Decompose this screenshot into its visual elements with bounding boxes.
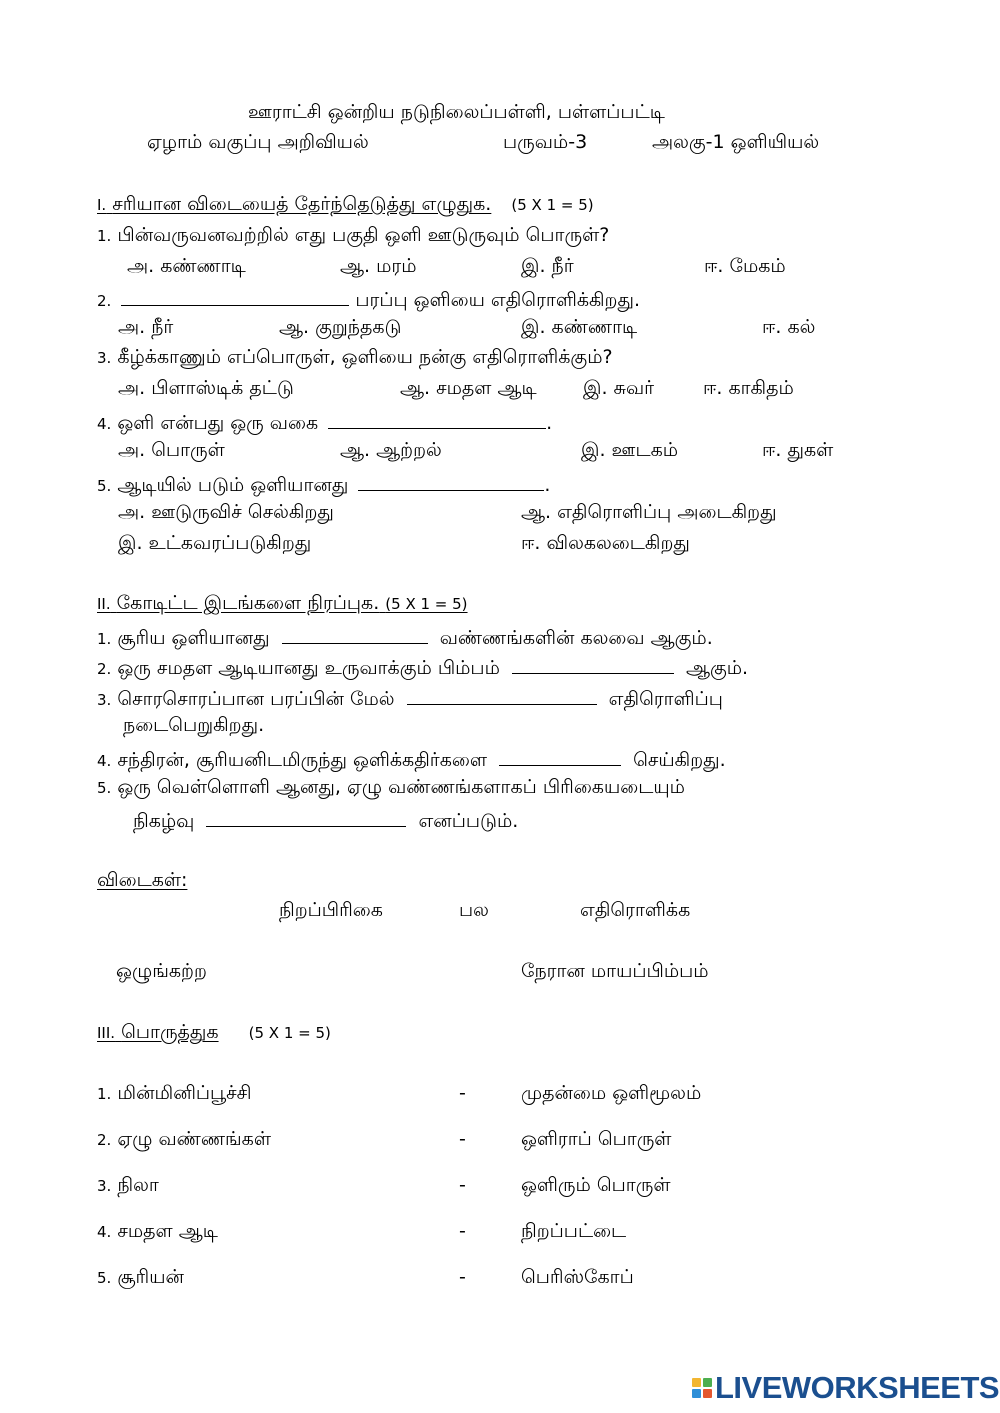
match-right-item[interactable]: முதன்மை ஒளிமூலம் xyxy=(521,1082,702,1104)
section3-marks: (5 X 1 = 5) xyxy=(248,1024,331,1042)
class-subject: ஏழாம் வகுப்பு அறிவியல் xyxy=(147,131,369,153)
section1-marks: (5 X 1 = 5) xyxy=(511,196,594,214)
logo-text: LIVEWORKSHEETS xyxy=(715,1370,1000,1405)
school-name: ஊராட்சி ஒன்றிய நடுநிலைப்பள்ளி, பள்ளப்பட்டி xyxy=(248,101,665,123)
answer-blank[interactable] xyxy=(282,625,428,644)
s1-q1: 1. பின்வருவனவற்றில் எது பகுதி ஒளி ஊடுருவும் பொருள்? xyxy=(97,224,610,246)
section2-heading xyxy=(97,594,468,613)
s1-q2-opt-d: ஈ. கல் xyxy=(762,316,816,338)
match-right-item[interactable]: பெரிஸ்கோப் xyxy=(521,1266,634,1288)
s1-q3-opt-a: அ. பிளாஸ்டிக் தட்டு xyxy=(118,377,294,399)
liveworksheets-logo xyxy=(692,1370,1000,1405)
s1-q2: 2. பரப்பு ஒளியை எதிரொளிக்கிறது. xyxy=(97,289,641,311)
s1-q1-opt-b: ஆ. மரம் xyxy=(340,255,417,277)
match-dash: - xyxy=(459,1220,466,1242)
logo-square xyxy=(703,1378,712,1387)
match-left-item[interactable]: 5. சூரியன் xyxy=(97,1266,184,1288)
s1-q1-opt-d: ஈ. மேகம் xyxy=(704,255,786,277)
s2-q3: 3. சொரசொரப்பான பரப்பின் மேல் எதிரொளிப்பு xyxy=(97,688,723,710)
s1-q2-opt-b: ஆ. குறுந்தகடு xyxy=(279,316,402,338)
s2-q1: 1. சூரிய ஒளியானது வண்ணங்களின் கலவை ஆகும். xyxy=(97,627,713,649)
match-right-item[interactable]: நிறப்பட்டை xyxy=(521,1220,627,1242)
section1-title: I. சரியான விடையைத் தேர்ந்தெடுத்து எழுதுக. xyxy=(97,193,492,215)
answer-word[interactable]: எதிரொளிக்க xyxy=(580,899,691,921)
section1-heading xyxy=(97,195,594,214)
answer-blank[interactable] xyxy=(358,472,544,491)
section2-title: II. கோடிட்ட இடங்களை நிரப்புக. (5 X 1 = 5) xyxy=(97,592,468,614)
section3-heading xyxy=(97,1023,331,1042)
s1-q1-opt-a: அ. கண்ணாடி xyxy=(127,255,246,277)
unit: அலகு-1 ஒளியியல் xyxy=(652,131,820,153)
match-left-item[interactable]: 3. நிலா xyxy=(97,1174,159,1196)
s1-q5-opt-a: அ. ஊடுருவிச் செல்கிறது xyxy=(118,501,334,523)
match-right-item[interactable]: ஒளிரும் பொருள் xyxy=(521,1174,671,1196)
section3-title: III. பொருத்துக xyxy=(97,1021,219,1043)
answers-title: விடைகள்: xyxy=(97,869,188,891)
match-dash: - xyxy=(459,1174,466,1196)
logo-square xyxy=(692,1389,701,1398)
answer-blank[interactable] xyxy=(499,747,621,766)
s1-q4-opt-a: அ. பொருள் xyxy=(118,439,225,461)
s1-q4: 4. ஒளி என்பது ஒரு வகை . xyxy=(97,412,553,434)
term: பருவம்-3 xyxy=(503,131,588,153)
s1-q5: 5. ஆடியில் படும் ஒளியானது . xyxy=(97,474,551,496)
answer-blank[interactable] xyxy=(407,686,597,705)
s1-q2-opt-a: அ. நீர் xyxy=(118,316,174,338)
s1-q5-opt-c: இ. உட்கவரப்படுகிறது xyxy=(118,532,312,554)
match-right-item[interactable]: ஒளிராப் பொருள் xyxy=(521,1128,672,1150)
match-dash: - xyxy=(459,1128,466,1150)
answer-blank[interactable] xyxy=(206,808,406,827)
s1-q4-opt-b: ஆ. ஆற்றல் xyxy=(340,439,442,461)
answer-word[interactable]: நேரான மாயப்பிம்பம் xyxy=(521,960,709,982)
answer-blank[interactable] xyxy=(328,410,546,429)
s1-q4-opt-c: இ. ஊடகம் xyxy=(581,439,679,461)
match-left-item[interactable]: 2. ஏழு வண்ணங்கள் xyxy=(97,1128,271,1150)
logo-icon xyxy=(692,1378,712,1398)
match-dash: - xyxy=(459,1082,466,1104)
answer-blank[interactable] xyxy=(512,655,674,674)
s2-q4: 4. சந்திரன், சூரியனிடமிருந்து ஒளிக்கதிர்களை செய்கிறது. xyxy=(97,749,726,771)
s2-q3-cont: நடைபெறுகிறது. xyxy=(123,714,265,736)
s1-q4-opt-d: ஈ. துகள் xyxy=(762,439,834,461)
s1-q5-opt-b: ஆ. எதிரொளிப்பு அடைகிறது xyxy=(521,501,777,523)
match-dash: - xyxy=(459,1266,466,1288)
s1-q1-opt-c: இ. நீர் xyxy=(521,255,574,277)
s1-q3: 3. கீழ்க்காணும் எப்பொருள், ஒளியை நன்கு எதிரொளிக்கும்? xyxy=(97,346,613,368)
s1-q3-opt-d: ஈ. காகிதம் xyxy=(703,377,794,399)
answer-word[interactable]: பல xyxy=(459,899,489,921)
match-left-item[interactable]: 1. மின்மினிப்பூச்சி xyxy=(97,1082,252,1104)
s1-q3-opt-c: இ. சுவர் xyxy=(583,377,655,399)
answer-word[interactable]: ஒழுங்கற்ற xyxy=(116,960,207,982)
s2-q2: 2. ஒரு சமதள ஆடியானது உருவாக்கும் பிம்பம் ஆகும். xyxy=(97,657,749,679)
s1-q3-opt-b: ஆ. சமதள ஆடி xyxy=(400,377,537,399)
logo-square xyxy=(692,1378,701,1387)
answer-blank[interactable] xyxy=(121,287,349,306)
s1-q2-opt-c: இ. கண்ணாடி xyxy=(521,316,638,338)
logo-square xyxy=(703,1389,712,1398)
match-left-item[interactable]: 4. சமதள ஆடி xyxy=(97,1220,218,1242)
s2-q5: 5. ஒரு வெள்ளொளி ஆனது, ஏழு வண்ணங்களாகப் பிரிகையடையும் xyxy=(97,776,685,798)
s1-q5-opt-d: ஈ. விலகலடைகிறது xyxy=(521,532,690,554)
s2-q5-cont: நிகழ்வு எனப்படும். xyxy=(133,810,519,832)
answer-word[interactable]: நிறப்பிரிகை xyxy=(279,899,383,921)
